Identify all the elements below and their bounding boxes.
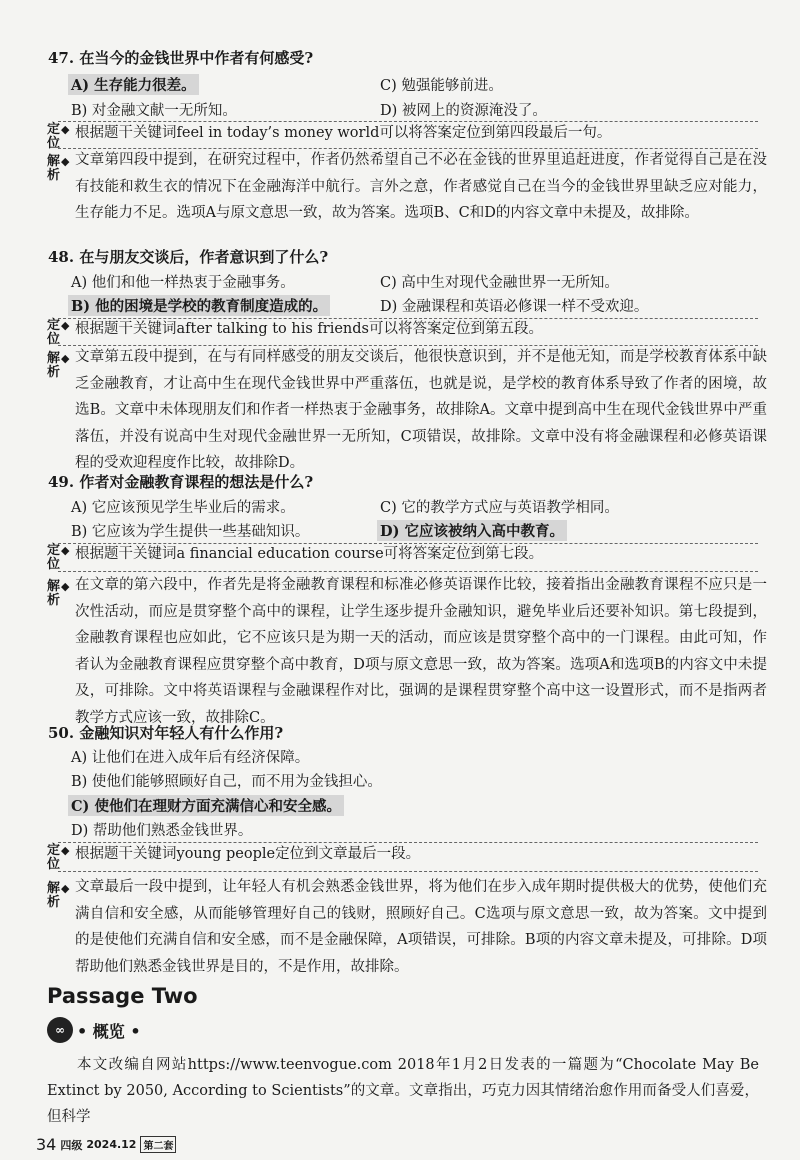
footer-issue: 2024.12 xyxy=(86,1138,137,1151)
q49-locate-text: 根据题干关键词a financial education course可将答案定位到第七段。 xyxy=(75,546,544,562)
q48-option-b: B) 他的困境是学校的教育制度造成的。 xyxy=(68,295,330,316)
locate-tag: 定 位 xyxy=(47,122,61,151)
locate-tag: 定 位 xyxy=(47,318,61,347)
q48-option-c: C) 高中生对现代金融世界一无所知。 xyxy=(380,275,619,291)
q47-option-d: D) 被网上的资源淹没了。 xyxy=(380,103,547,119)
q47-locate xyxy=(47,120,767,150)
arrow-icon: ◆ xyxy=(61,844,70,857)
q50-option-a: A) 让他们在进入成年后有经济保障。 xyxy=(71,750,310,766)
arrow-icon: ◆ xyxy=(61,544,70,557)
question-49-stem: 49. 作者对金融教育课程的想法是什么? xyxy=(48,473,314,491)
q50-locate xyxy=(47,841,767,871)
q48-option-d: D) 金融课程和英语必修课一样不受欢迎。 xyxy=(380,299,649,315)
q50-option-b: B) 使他们能够照顾好自己，而不用为金钱担心。 xyxy=(71,774,382,790)
question-47-stem: 47. 在当今的金钱世界中作者有何感受? xyxy=(48,49,314,67)
q47-option-b: B) 对金融文献一无所知。 xyxy=(71,103,237,119)
q47-explain-text: 文章第四段中提到，在研究过程中，作者仍然希望自己不必在金钱的世界里追赶进度，作者觉得自己是在没有技能和救生衣的情况下在金融海洋中航行。言外之意，作者感觉自己在当今的金钱世界里缺乏应对能力，生存能力不足。选项A与原文意思一致，故为答案。选项B、C和D的内容文章中未提及，故排除。 xyxy=(75,152,767,221)
q49-explain-text: 在文章的第六段中，作者先是将金融教育课程和标准必修英语课作比较，接着指出金融教育课程不应只是一次性活动，而应是贯穿整个高中的课程，让学生逐步提升金融知识，避免毕业后还要补知识。第七段提到，金融教育课程也应如此，它不应该只是为期一天的活动，而应该是贯穿整个高中的一门课程。由此可知，作者认为金融教育课程应贯穿整个高中教育，D项与原文意思一致，故为答案。选项A和选项B的内容文中未提及，可排除。文中将英语课程与金融课程作对比，强调的是课程贯穿整个高中这一设置形式，而不是指两者教学方式应该一致，故排除C。 xyxy=(75,577,767,726)
q47-option-a: A) 生存能力很差。 xyxy=(68,74,199,95)
q49-option-a: A) 它应该预见学生毕业后的需求。 xyxy=(71,500,295,516)
explain-tag: 解 析 xyxy=(47,154,61,183)
arrow-icon: ◆ xyxy=(61,155,70,168)
arrow-icon: ◆ xyxy=(61,123,70,136)
q47-option-c: C) 勉强能够前进。 xyxy=(380,78,503,94)
footer-box: 第二套 xyxy=(140,1136,176,1153)
arrow-icon: ◆ xyxy=(61,580,70,593)
q48-explain-text: 文章第五段中提到，在与有同样感受的朋友交谈后，他很快意识到，并不是他无知，而是学校教育体系中缺乏金融教育，才让高中生在现代金钱世界中严重落伍，也就是说，是学校的教育体系导致了作者的困境，故选B。文章中未体现朋友们和作者一样热衷于金融事务，故排除A。文章中提到高中生在现代金钱世界中严重落伍，并没有说高中生对现代金融世界一无所知，C项错误，故排除。文章中没有将金融课程和必修英语课程的受欢迎程度作比较，故排除D。 xyxy=(75,349,767,471)
q48-option-a: A) 他们和他一样热衷于金融事务。 xyxy=(71,275,295,291)
q49-option-b: B) 它应该为学生提供一些基础知识。 xyxy=(71,524,310,540)
locate-tag: 定 位 xyxy=(47,843,61,872)
q50-explain xyxy=(47,874,767,980)
q50-locate-text: 根据题干关键词young people定位到文章最后一段。 xyxy=(75,846,421,862)
q48-explain xyxy=(47,344,767,474)
q50-explain-text: 文章最后一段中提到，让年轻人有机会熟悉金钱世界，将为他们在步入成年期时提供极大的优势，使他们充满自信和安全感，从而能够管理好自己的钱财，照顾好自己。C选项与原文意思一致，故为答案。文中提到的是使他们充满自信和安全感，而不是金融保障，A项错误，可排除。B项的内容文章未提及，可排除。D项帮助他们熟悉金钱世界是目的，不是作用，故排除。 xyxy=(75,879,767,975)
explain-tag: 解 析 xyxy=(47,579,61,608)
q48-locate xyxy=(47,316,767,346)
q50-option-c: C) 使他们在理财方面充满信心和安全感。 xyxy=(68,795,344,816)
explain-tag: 解 析 xyxy=(47,351,61,380)
explain-tag: 解 析 xyxy=(47,881,61,910)
arrow-icon: ◆ xyxy=(61,319,70,332)
page-number: 34 xyxy=(36,1135,57,1154)
footer-level: 四级 xyxy=(60,1138,83,1152)
q49-option-d: D) 它应该被纳入高中教育。 xyxy=(377,520,567,541)
question-48-stem: 48. 在与朋友交谈后，作者意识到了什么? xyxy=(48,248,329,266)
question-50-stem: 50. 金融知识对年轻人有什么作用? xyxy=(48,724,284,742)
q50-option-d: D) 帮助他们熟悉金钱世界。 xyxy=(71,823,253,839)
overview-heading xyxy=(47,1017,141,1043)
q49-explain xyxy=(47,572,767,726)
locate-tag: 定 位 xyxy=(47,543,61,572)
q47-locate-text: 根据题干关键词feel in today’s money world可以将答案定位到第四段最后一句。 xyxy=(75,125,612,141)
page-footer xyxy=(36,1135,176,1154)
arrow-icon: ◆ xyxy=(61,352,70,365)
divider xyxy=(58,871,758,872)
q47-explain xyxy=(47,147,767,243)
q49-option-c: C) 它的教学方式应与英语教学相同。 xyxy=(380,500,619,516)
passage-heading: Passage Two xyxy=(47,984,198,1008)
passage-intro: 本文改编自网站https://www.teenvogue.com 2018年1月2日发表的一篇题为“Chocolate May Be Extinct by 2050, According to Scientists”的文章。文章指出，巧克力因其情绪治愈作用而备受人们喜爱，但科学 xyxy=(47,1057,759,1125)
arrow-icon: ◆ xyxy=(61,882,70,895)
overview-label: • 概览 • xyxy=(77,1021,141,1041)
q49-locate xyxy=(47,541,767,571)
glasses-icon: ∞ xyxy=(47,1017,73,1043)
q48-locate-text: 根据题干关键词after talking to his friends可以将答案定位到第五段。 xyxy=(75,321,543,337)
